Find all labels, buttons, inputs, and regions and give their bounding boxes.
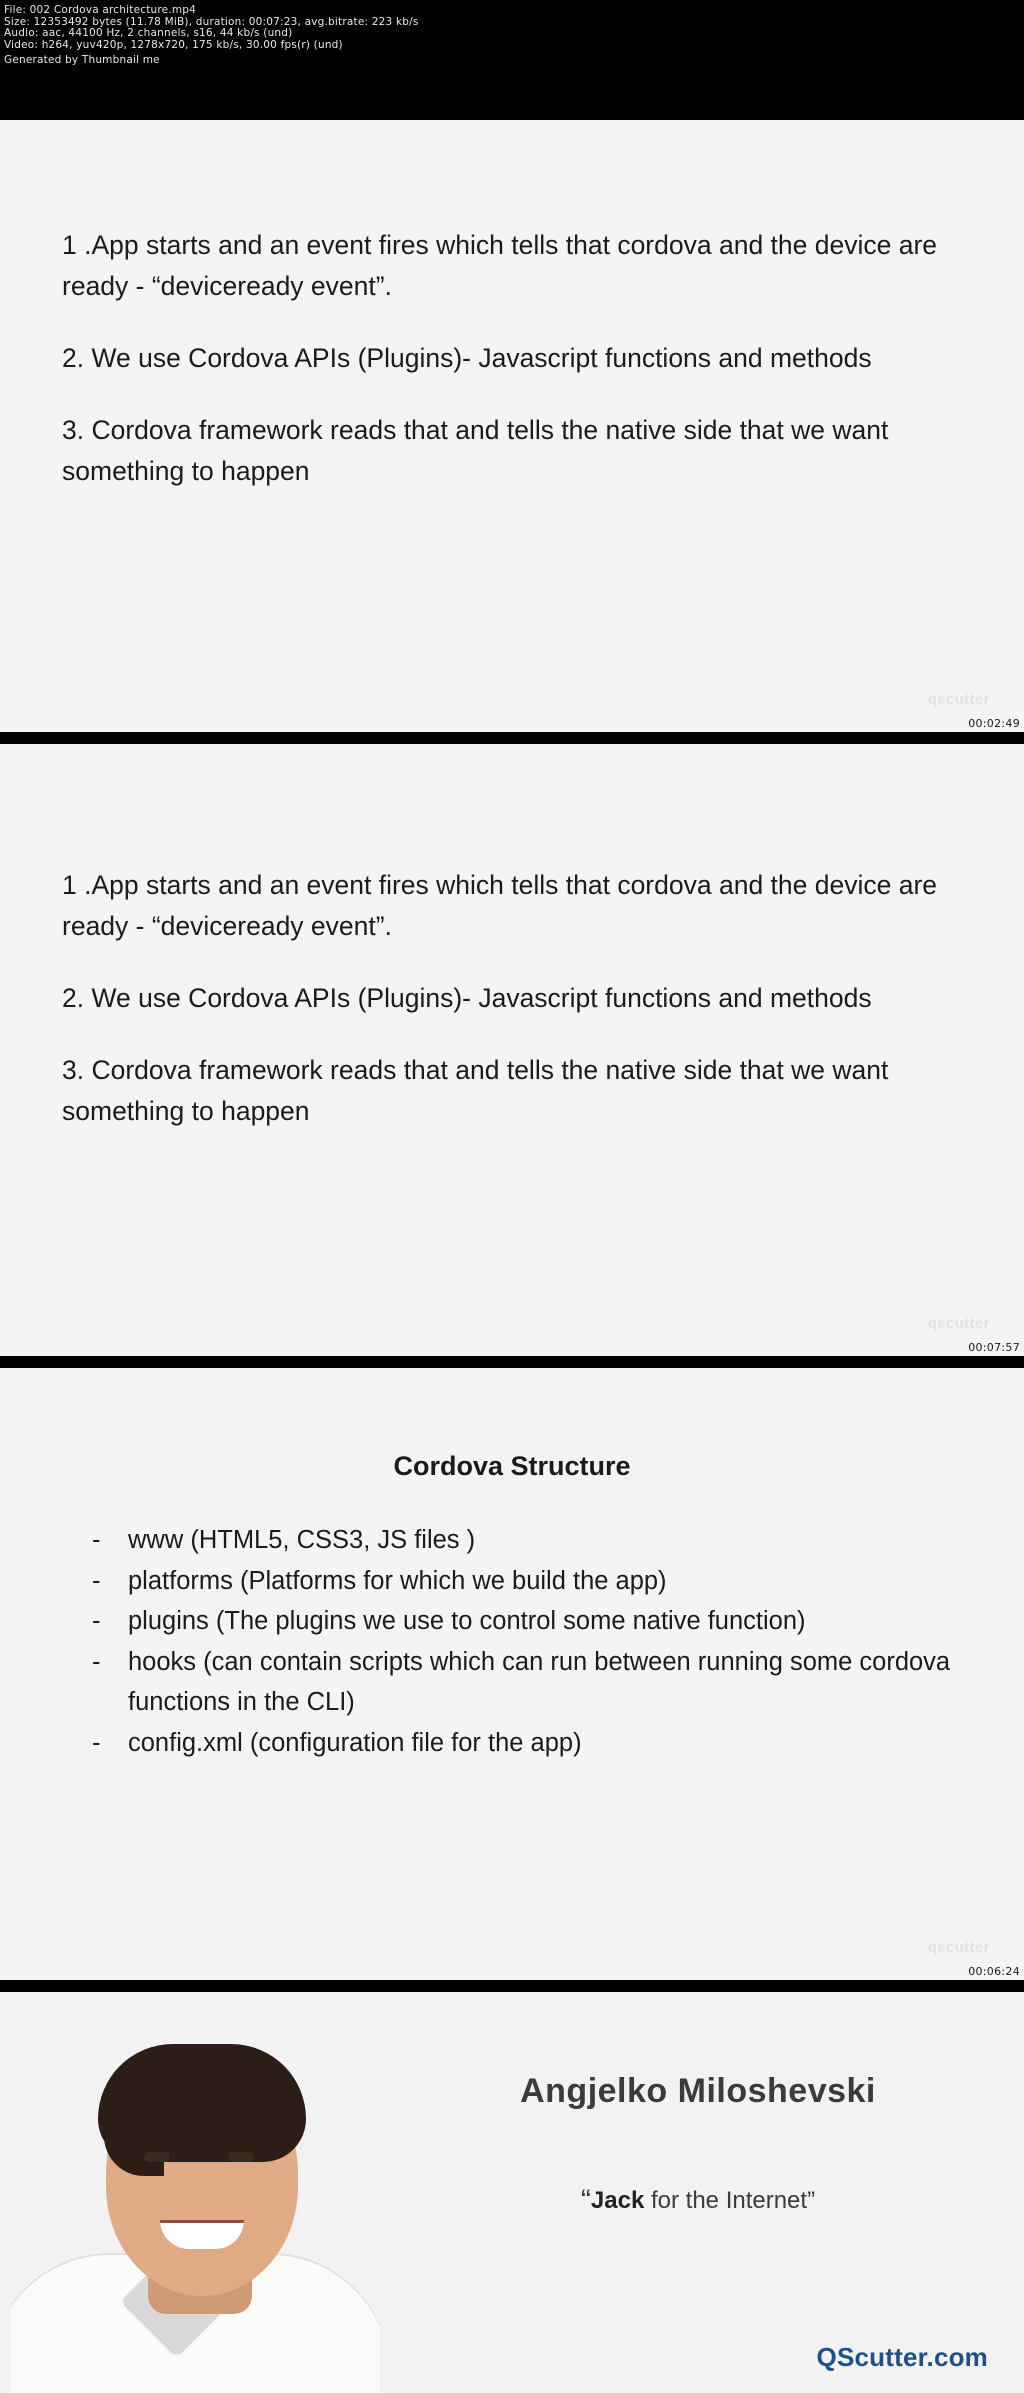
timestamp-label: 00:06:24 [968, 1965, 1020, 1978]
file-metadata-header [0, 0, 1024, 84]
bullet-item: 3. Cordova framework reads that and tells the native side that we want something to happen [62, 415, 889, 486]
list-bullet-dash: - [92, 1607, 101, 1636]
list-item [92, 1601, 954, 1642]
meta-video-line: Video: h264, yuv420p, 1278x720, 175 kb/s, 30.00 fps(r) (und) [4, 39, 343, 52]
site-badge: QScutter.com [799, 2334, 1006, 2383]
slide-content [0, 1368, 1024, 1980]
meta-size-line: Size: 12353492 bytes (11.78 MiB), duration: 00:07:23, avg.bitrate: 223 kb/s [4, 15, 419, 28]
slide-title: Cordova Structure [393, 1451, 631, 1481]
tagline-emphasis: Jack [590, 2187, 645, 2214]
watermark: qscutter [927, 1315, 990, 1332]
thumbnail-grid [0, 84, 1024, 2393]
thumbnail-frame[interactable] [0, 744, 1024, 1356]
list-item [92, 1561, 954, 1602]
bullet-item: 2. We use Cordova APIs (Plugins)- Javascript functions and methods [62, 343, 872, 373]
list-bullet-dash: - [92, 1526, 101, 1554]
eyebrow-left [140, 2134, 174, 2141]
list-item-label: platforms (Platforms for which we build the app) [128, 1566, 667, 1595]
bullet-list [62, 865, 968, 1132]
bullet-item: 2. We use Cordova APIs (Plugins)- Javascript functions and methods [62, 983, 872, 1013]
presenter-name: Angjelko Miloshevski [520, 2072, 876, 2110]
bullet-item: 1 .App starts and an event fires which tells that cordova and the device are ready - “deviceready event”. [62, 870, 938, 941]
timestamp-label: 00:07:57 [968, 1341, 1020, 1354]
eye-left [144, 2152, 170, 2162]
presenter-tagline [390, 2184, 1006, 2218]
timestamp-label: 00:02:49 [968, 717, 1020, 730]
slide-content [0, 120, 1024, 732]
eyebrow-right [224, 2134, 258, 2141]
thumbnail-frame[interactable] [0, 1368, 1024, 1980]
meta-file-line: File: 002 Cordova architecture.mp4 [4, 4, 197, 16]
list-bullet-dash: - [92, 1647, 101, 1676]
thumbnail-frame[interactable] [0, 120, 1024, 732]
list-item [92, 1520, 954, 1561]
quote-open-mark: “ [580, 2184, 591, 2217]
watermark: qscutter [927, 1939, 990, 1956]
meta-audio-line: Audio: aac, 44100 Hz, 2 channels, s16, 44 kb/s (und) [4, 27, 293, 40]
slide-content [0, 1992, 1024, 2393]
thumbnail-frame[interactable] [0, 1992, 1024, 2393]
presenter-photo [10, 1992, 380, 2393]
list-bullet-dash: - [92, 1566, 101, 1595]
list-item-label: hooks (can contain scripts which can run between running some cordova functions in the CLI) [128, 1647, 951, 1717]
bullet-list [62, 225, 968, 492]
list-item [92, 1642, 954, 1723]
bullet-item: 3. Cordova framework reads that and tells the native side that we want something to happen [62, 1055, 889, 1126]
list-item-label: plugins (The plugins we use to control some native function) [128, 1607, 806, 1636]
structure-list [92, 1520, 954, 1764]
list-item [92, 1723, 954, 1764]
list-bullet-dash: - [92, 1728, 101, 1757]
list-item-label: www (HTML5, CSS3, JS files ) [128, 1526, 476, 1554]
watermark: qscutter [927, 691, 990, 708]
slide-content [0, 744, 1024, 1356]
bullet-item: 1 .App starts and an event fires which tells that cordova and the device are ready - “deviceready event”. [62, 230, 938, 301]
tagline-rest: for the Internet” [644, 2187, 816, 2214]
eye-right [228, 2152, 254, 2162]
hair-shape [98, 2044, 306, 2162]
list-item-label: config.xml (configuration file for the app) [128, 1728, 582, 1757]
meta-generator-line: Generated by Thumbnail me [4, 53, 160, 66]
